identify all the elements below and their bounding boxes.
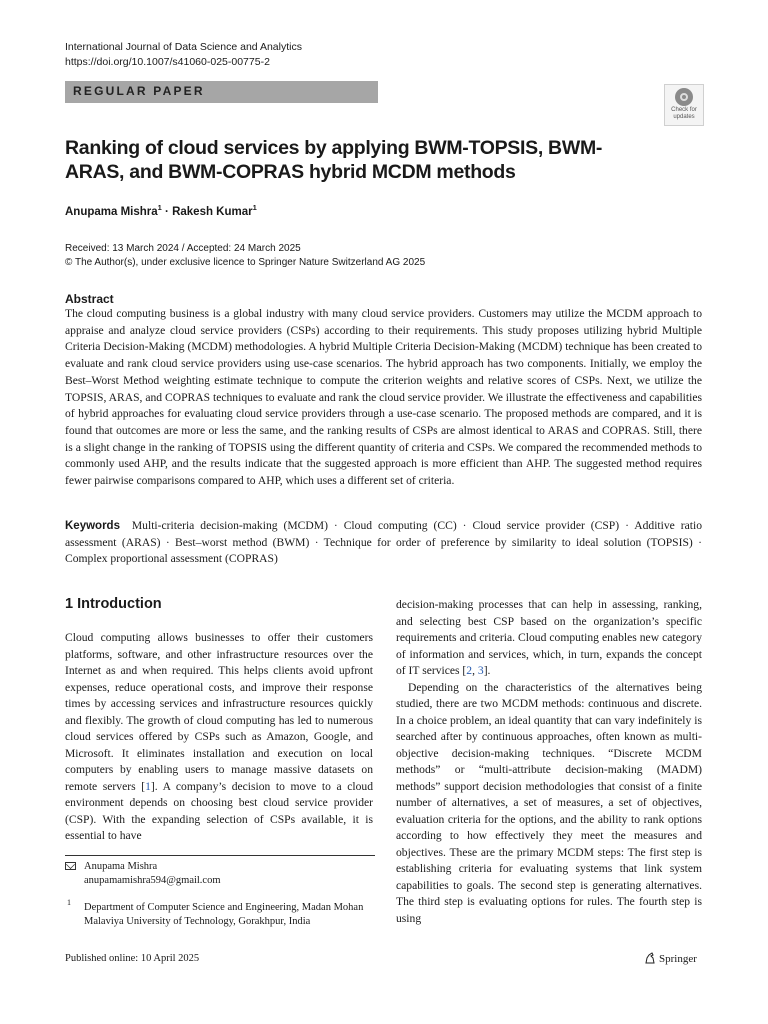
abstract-heading: Abstract [65, 292, 114, 306]
footnote-divider [65, 855, 375, 856]
keywords-block [65, 518, 702, 568]
citation-link[interactable]: 1 [145, 779, 151, 793]
doi-link[interactable]: https://doi.org/10.1007/s41060-025-00775-2 [65, 56, 270, 68]
springer-horse-icon [644, 952, 656, 964]
published-date: Published online: 10 April 2025 [65, 953, 200, 964]
received-dates: Received: 13 March 2024 / Accepted: 24 March 2025 [65, 243, 301, 254]
paragraph [396, 597, 702, 680]
paper-title: Ranking of cloud services by applying BWM-TOPSIS, BWM-ARAS, and BWM-COPRAS hybrid MCDM methods [65, 137, 603, 183]
check-badge-line1: Check for [671, 107, 697, 113]
publisher-name: Springer [659, 953, 697, 965]
abstract-text: The cloud computing business is a global industry with many cloud service providers. Customers may utilize the MCDM approach to appraise and analyze cloud service providers (CSPs) according to their requirements. This study proposes utilizing hybrid Multiple Criteria Decision-Making (MCDM) methodologies. A hybrid Multiple Criteria Decision-Making (MCDM) technique has been created to evaluate and rank cloud service providers using use-case scenarios. The hybrid approach has two components. Initially, we employ the Best–Worst Method weighting estimate technique to compute the criterion weights and relative scores of CSPs. Next, we utilize the TOPSIS, ARAS, and COPRAS techniques to evaluate and rank the cloud service provider. We illustrate the effectiveness and capabilities of hybrid approaches for evaluating cloud service providers through a use-case scenario. The proposed methods are compared, and it is found that outcomes are more or less the same, and the ranking results of CSPs are almost identical to ARAS and COPRAS. Still, there is a slight change in the ranking of TOPSIS using the different quantity of criteria and CSPs. We compared the recommended methods to commonly used AHP, and the results indicate that the suggested approach is more efficient than AHP. The suggested method requires fewer pairwise comparisons compared to AHP, which uses a different set of criteria. [65, 307, 702, 488]
copyright-notice: © The Author(s), under exclusive licence to Springer Nature Switzerland AG 2025 [65, 257, 426, 268]
citation-link[interactable]: 2 [466, 664, 473, 677]
journal-name: International Journal of Data Science and Analytics [65, 41, 302, 53]
author-name[interactable]: Anupama Mishra [65, 205, 158, 218]
publisher-logo [644, 952, 697, 965]
left-column-text [65, 630, 373, 845]
paragraph-text: decision-making processes that can help in assessing, ranking, and selecting best CSP based on the organization’s specific requirements and criteria. Cloud computing enables new category of information and services, which, in turn, expands the concept of IT services [ [396, 598, 702, 677]
check-badge-line2: updates [673, 113, 695, 120]
corresponding-author: Anupama Mishra [84, 861, 158, 872]
author-name[interactable]: Rakesh Kumar [172, 205, 253, 218]
article-type-banner [65, 81, 378, 103]
paragraph-text: ]. A company’s decision to move to a cloud environment depends on choosing best cloud service provider (CSP). With the expanding selection of CSPs available, it is essential to have [65, 779, 373, 842]
author-affil-mark: 1 [157, 203, 162, 212]
paragraph-text: Cloud computing allows businesses to offer their customers platforms, software, and other infrastructure resources over the Internet as and when required. This helps clients avoid upfront expenses, reduce operational costs, and improve their response times by accessing services and infrastructure resources quickly and flexibly. The growth of cloud computing has led to numerous cloud services offered by CSPs such as Amazon, Google, and Microsoft. It eliminates installation and execution on local computers by enabling users to manage massive datasets on remote servers [ [65, 631, 373, 793]
citation-separator: , [472, 664, 478, 677]
paragraph-text: ]. [483, 664, 491, 677]
section-heading: 1 Introduction [65, 596, 162, 612]
keywords-text: Multi-criteria decision-making (MCDM) · Cloud computing (CC) · Cloud service provider (CSP) · Additive ratio assessment (ARAS) · Best–worst method (BWM) · Technique for order of preference by similarity to ideal solution (TOPSIS) · Complex proportional assessment (COPRAS) [65, 519, 703, 566]
check-for-updates-badge[interactable] [664, 84, 704, 126]
right-column-text [396, 597, 702, 927]
author-list [65, 203, 257, 218]
affiliation-text: Department of Computer Science and Engineering, Madan Mohan Malaviya University of Technology, Gorakhpur, India [84, 902, 364, 927]
author-email[interactable]: anupamamishra594@gmail.com [84, 875, 221, 886]
citation-link[interactable]: 3 [477, 664, 484, 677]
author-affil-mark: 1 [252, 203, 257, 212]
article-type-label: REGULAR PAPER [73, 84, 205, 98]
keywords-heading: Keywords [65, 520, 120, 532]
affiliation-number: 1 [67, 898, 71, 907]
check-updates-icon [675, 88, 693, 106]
paragraph: Depending on the characteristics of the alternatives being studied, there are two MCDM methods: continuous and discrete. In a choice problem, an ideal quantity that can vary indefinitely is searched after by continuous approaches, often known as multi-objective decision-making techniques. “Discrete MCDM methods” or “multi-attribute decision-making (MADM) methods” support decision methodologies that consist of a finite number of alternatives, a set of measures, a set of objectives, evaluation criteria for the options, and the ability to rank options according to how effectively they meet the measures and objectives. These are the primary MCDM steps: The first step is establishing criteria for evaluating systems that link system capabilities to goals. The second step is generating alternatives. The third step is evaluating options for rules. The fourth step is using [396, 680, 702, 925]
author-separator: · [161, 205, 173, 218]
envelope-icon [65, 862, 76, 870]
